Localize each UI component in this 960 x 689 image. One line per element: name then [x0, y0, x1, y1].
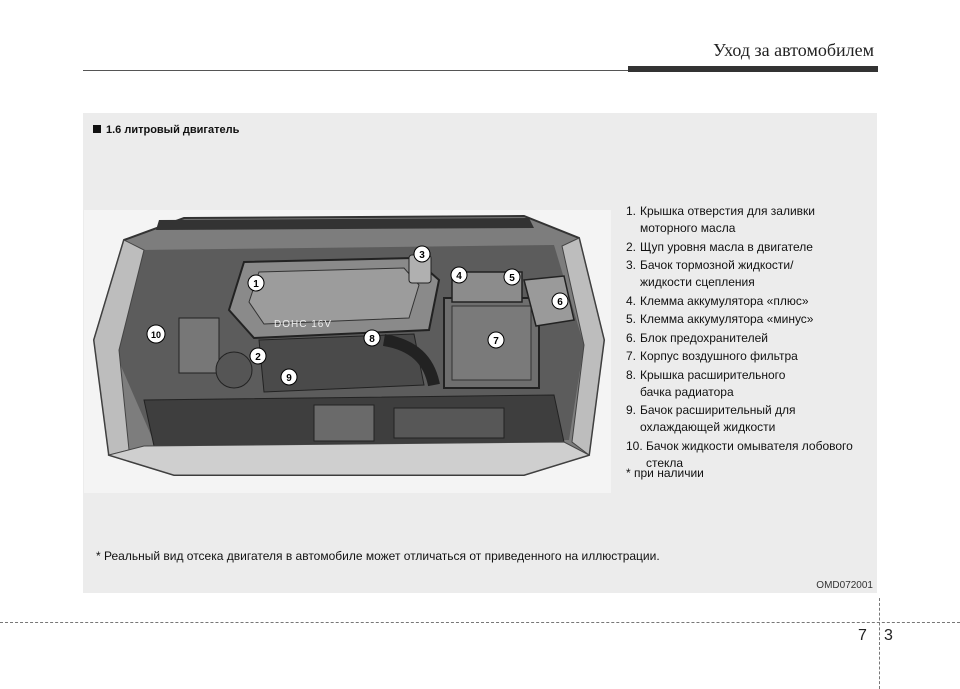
- svg-text:10: 10: [150, 330, 162, 340]
- page-number: 3: [884, 627, 893, 644]
- legend-item: 5. Клемма аккумулятора «минус»: [626, 312, 814, 326]
- footer-dashed-rule: [0, 622, 960, 623]
- svg-text:9: 9: [286, 373, 292, 384]
- callout-1: [248, 275, 264, 291]
- legend-item: 3. Бачок тормозной жидкости/ жидкости сцепления: [626, 258, 794, 289]
- legend-item: 2. Щуп уровня масла в двигателе: [626, 239, 813, 254]
- legend-item: 7. Корпус воздушного фильтра: [626, 349, 798, 363]
- engine-cover-label: DOHC 16V: [274, 319, 333, 330]
- component-legend: [626, 203, 871, 473]
- callout-9: [281, 369, 297, 385]
- svg-text:6: 6: [557, 297, 563, 308]
- callout-3: [414, 246, 430, 262]
- svg-text:8: 8: [369, 334, 375, 345]
- header-rule: [83, 70, 628, 71]
- engine-bay-drawing: [84, 210, 611, 493]
- callout-7: [488, 332, 504, 348]
- svg-text:3: 3: [419, 250, 425, 261]
- availability-footnote: * при наличии: [626, 466, 704, 480]
- running-header-title: Уход за автомобилем: [713, 40, 874, 60]
- chapter-number: 7: [858, 627, 867, 644]
- illustration-disclaimer: * Реальный вид отсека двигателя в автомобиле может отличаться от приведенного на иллюстрации.: [96, 549, 660, 563]
- svg-text:2: 2: [255, 352, 261, 363]
- legend-item: 10. Бачок жидкости омывателя лобового стекла: [626, 438, 853, 470]
- callout-10: [147, 325, 165, 343]
- footer-dashed-divider: [879, 598, 880, 689]
- legend-item: 8. Крышка расширительного бачка радиатора: [626, 367, 786, 399]
- engine-bay-illustration: [84, 210, 611, 493]
- legend-item: 9. Бачок расширительный для охлаждающей жидкости: [626, 403, 796, 434]
- header-rule-bold: [628, 66, 878, 72]
- callout-4: [451, 267, 467, 283]
- figure-code: OMD072001: [816, 580, 873, 591]
- svg-text:1: 1: [253, 279, 259, 290]
- square-bullet-icon: [93, 125, 101, 133]
- svg-text:5: 5: [509, 273, 515, 284]
- svg-text:4: 4: [456, 271, 462, 282]
- callout-2: [250, 348, 266, 364]
- legend-item: 1. Крышка отверстия для заливки моторного масла: [626, 204, 816, 235]
- callout-6: [552, 293, 568, 309]
- svg-text:7: 7: [493, 336, 499, 347]
- legend-item: 6. Блок предохранителей: [626, 330, 768, 345]
- section-heading: [93, 124, 239, 136]
- legend-item: 4. Клемма аккумулятора «плюс»: [626, 293, 809, 308]
- callout-5: [504, 269, 520, 285]
- section-heading-text: 1.6 литровый двигатель: [106, 124, 240, 136]
- callout-8: [364, 330, 380, 346]
